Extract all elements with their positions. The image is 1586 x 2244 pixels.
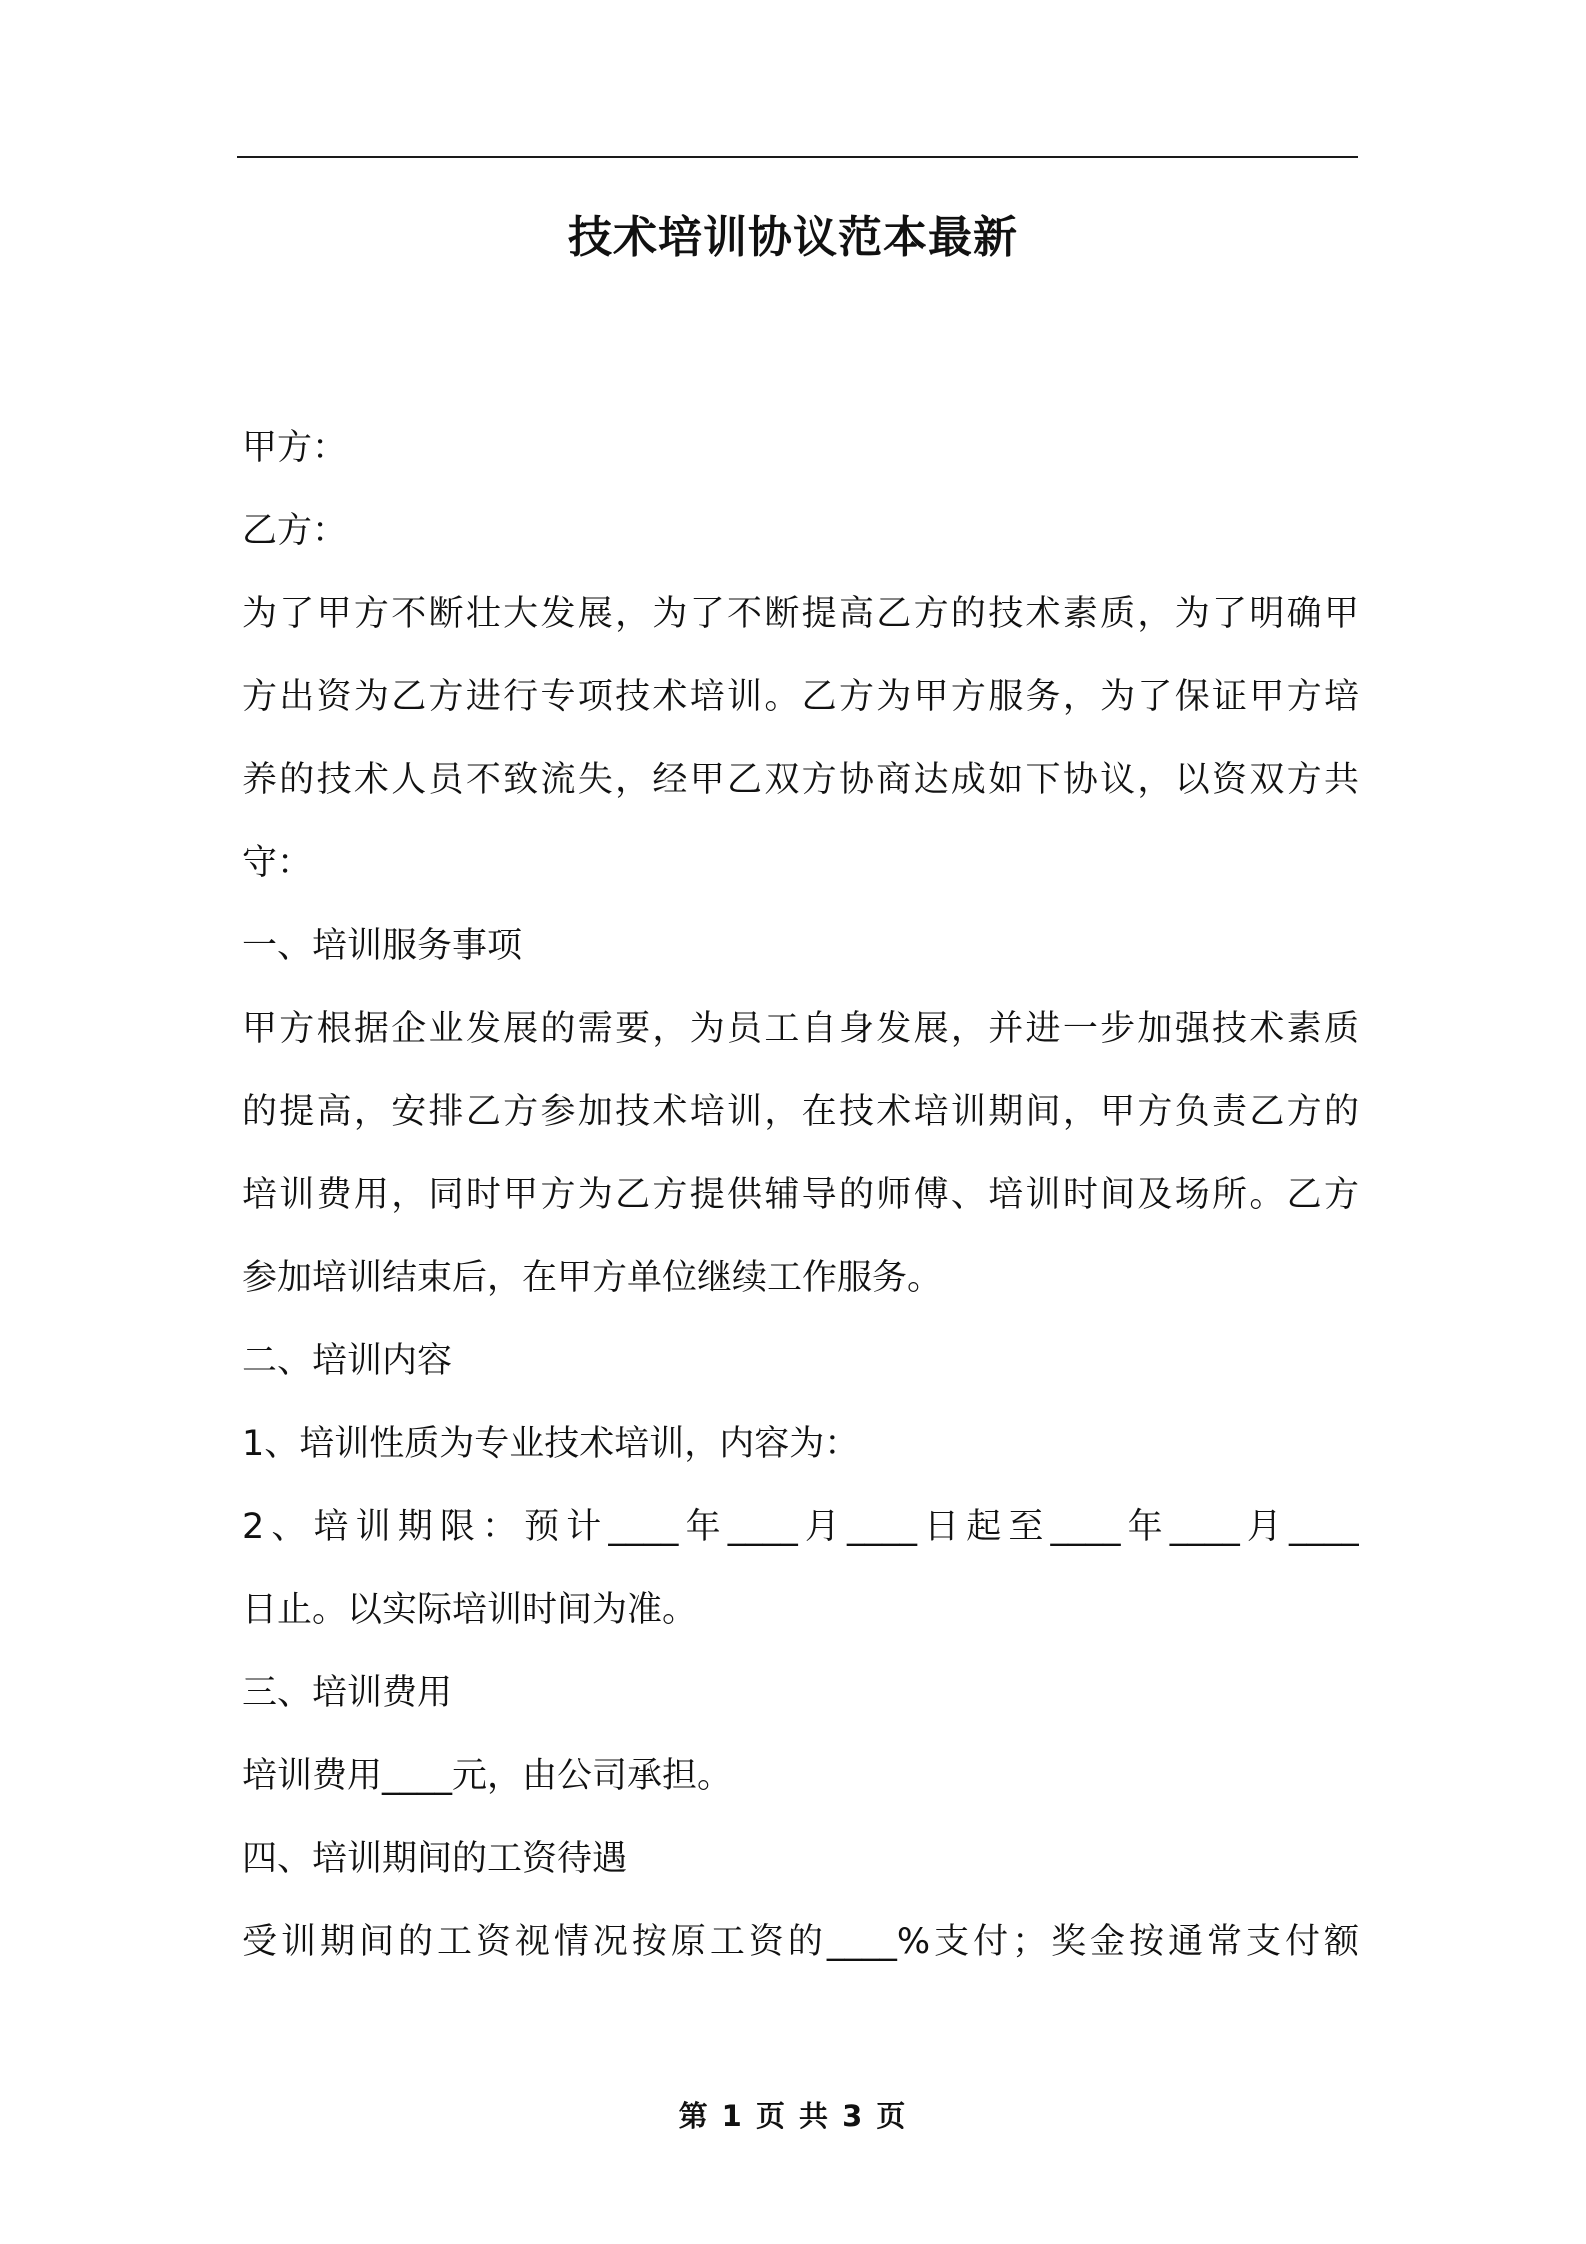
body-line: 参加培训结束后，在甲方单位继续工作服务。 xyxy=(242,1258,943,1298)
document-body xyxy=(242,407,1359,1984)
document-title: 技术培训协议范本最新 xyxy=(568,212,1018,263)
section-heading-1: 一、培训服务事项 xyxy=(242,926,523,966)
body-line: 日止。以实际培训时间为准。 xyxy=(242,1590,698,1630)
body-line: 培训费用，同时甲方为乙方提供辅导的师傅、培训时间及场所。乙方 xyxy=(242,1175,1359,1215)
header-rule xyxy=(237,156,1358,158)
page-number: 第 1 页 共 3 页 xyxy=(678,2099,908,2133)
body-line: 养的技术人员不致流失，经甲乙双方协商达成如下协议，以资双方共 xyxy=(242,760,1359,800)
body-line: 为了甲方不断壮大发展，为了不断提高乙方的技术素质，为了明确甲 xyxy=(242,594,1359,634)
body-line: 1、培训性质为专业技术培训，内容为： xyxy=(242,1424,860,1464)
section-heading-3: 三、培训费用 xyxy=(242,1673,453,1713)
body-line: 受训期间的工资视情况按原工资的____%支付；奖金按通常支付额 xyxy=(242,1922,1359,1962)
body-line: 的提高，安排乙方参加技术培训，在技术培训期间，甲方负责乙方的 xyxy=(242,1092,1359,1132)
body-line: 甲方根据企业发展的需要，为员工自身发展，并进一步加强技术素质 xyxy=(242,1009,1359,1049)
section-heading-2: 二、培训内容 xyxy=(242,1341,453,1381)
body-line: 方出资为乙方进行专项技术培训。乙方为甲方服务，为了保证甲方培 xyxy=(242,677,1359,717)
party-b-line: 乙方： xyxy=(242,511,348,551)
section-heading-4: 四、培训期间的工资待遇 xyxy=(242,1839,628,1879)
body-line: 2、培训期限：预计____年____月____日起至____年____月____ xyxy=(242,1507,1359,1547)
body-line: 培训费用____元，由公司承担。 xyxy=(242,1756,733,1796)
body-line: 守： xyxy=(242,843,313,883)
party-a-line: 甲方： xyxy=(242,428,348,468)
